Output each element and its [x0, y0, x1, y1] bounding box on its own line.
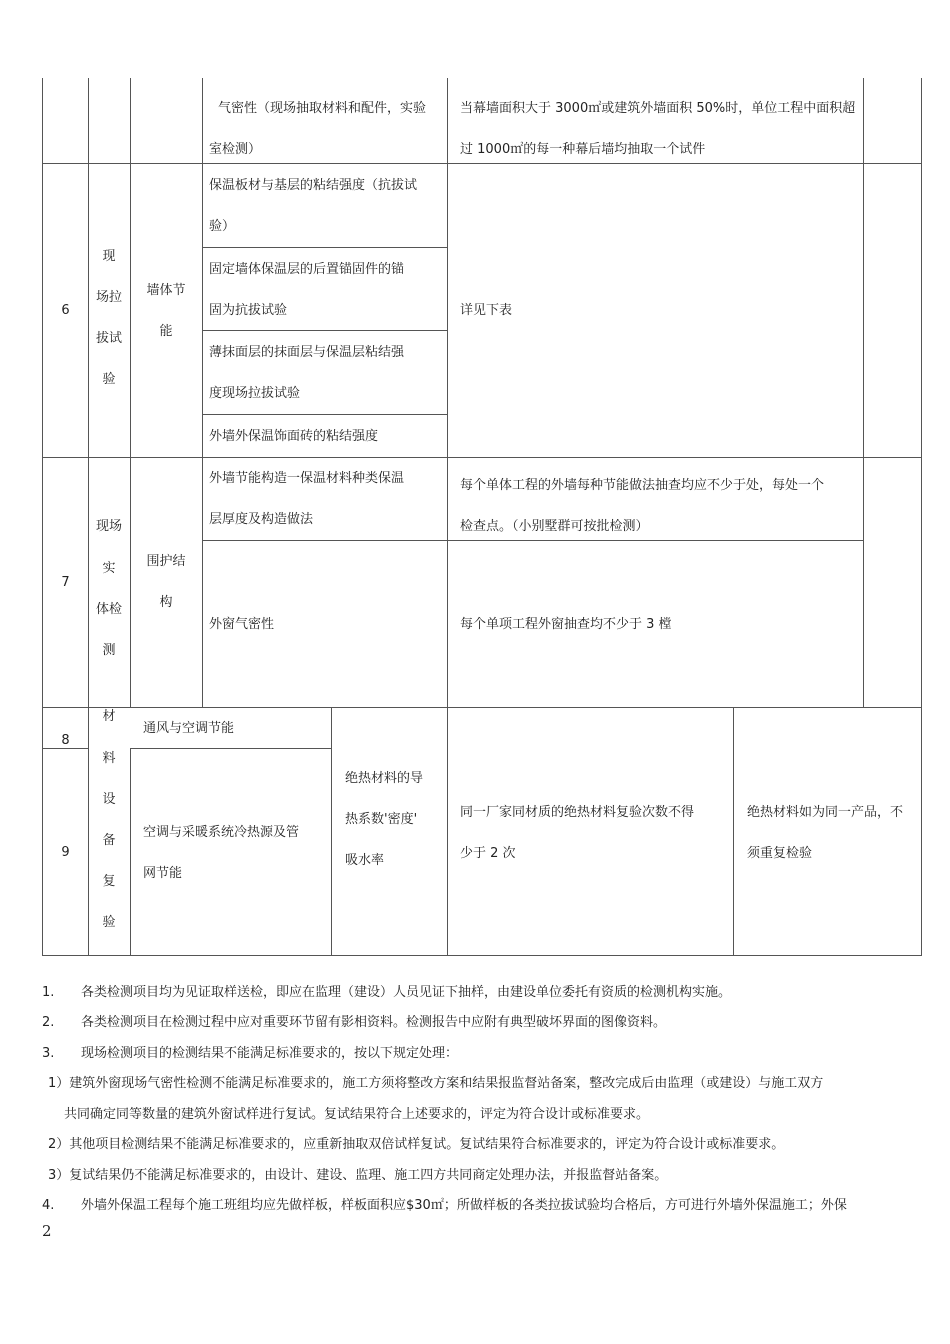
category-text: 验 — [102, 372, 116, 387]
requirement-text: 每个单体工程的外墙每种节能做法抽查均应不少于处，每处一个 — [460, 478, 825, 493]
sub-note-text: 3）复试结果仍不能满足标准要求的，由设计、建设、监理、施工四方共同商定处理办法，并报监督站备案。 — [48, 1168, 668, 1183]
sub-note-text: 1）建筑外窗现场气密性检测不能满足标准要求的，施工方须将整改方案和结果报监督站备案，整改完成后由监理（或建设）与施工双方 — [48, 1076, 824, 1091]
remark-text: 绝热材料如为同一产品，不 — [747, 805, 904, 820]
sub-note-text: 2）其他项目检测结果不能满足标准要求的，应重新抽取双倍试样复试。复试结果符合标准要求的，评定为符合设计或标准要求。 — [48, 1137, 785, 1152]
category-text: 场拉 — [95, 290, 122, 305]
category-text: 现场 — [95, 519, 122, 534]
category-text: 料 — [102, 751, 116, 766]
page-number: 2 — [42, 1222, 52, 1240]
requirement-text: 少于 2 次 — [460, 846, 516, 861]
category-text: 测 — [102, 643, 116, 658]
category-text: 体检 — [95, 602, 122, 617]
item-text: 空调与采暖系统冷热源及管 — [143, 825, 300, 840]
category-text: 拔试 — [95, 331, 122, 346]
remark-text: 须重复检验 — [747, 846, 813, 861]
note-number: 3. — [42, 1046, 55, 1061]
note-number: 4. — [42, 1198, 55, 1213]
note-text: 现场检测项目的检测结果不能满足标准要求的，按以下规定处理： — [81, 1046, 459, 1061]
row-number: 7 — [61, 575, 70, 590]
category-text: 现 — [102, 249, 116, 264]
item-text: 固为抗拔试验 — [209, 303, 288, 318]
subcategory-text: 墙体节 — [146, 283, 186, 298]
requirement-text: 检查点。（小别墅群可按批检测） — [460, 519, 649, 534]
requirement-text: 过 1000㎡的每一种幕后墙均抽取一个试件 — [460, 142, 706, 157]
category-text: 设 — [102, 792, 116, 807]
category-text: 验 — [102, 915, 116, 930]
item-text: 室检测） — [209, 142, 262, 157]
item-text: 验） — [209, 219, 236, 234]
note-text: 外墙外保温工程每个施工班组均应先做样板，样板面积应$30㎡；所做样板的各类拉拔试验均合格后，方可进行外墙外保温施工；外保 — [81, 1198, 847, 1213]
parameter-text: 绝热材料的导 — [345, 771, 424, 786]
parameter-text: 热系数'密度' — [345, 812, 418, 827]
note-number: 1. — [42, 985, 55, 1000]
note-text: 各类检测项目均为见证取样送检，即应在监理（建设）人员见证下抽样，由建设单位委托有资质的检测机构实施。 — [81, 985, 732, 1000]
item-text: 外墙节能构造一保温材料种类保温 — [209, 471, 405, 486]
item-text: 外窗气密性 — [209, 617, 275, 632]
item-text: 通风与空调节能 — [143, 721, 235, 736]
category-text: 备 — [102, 833, 116, 848]
category-text: 实 — [102, 561, 116, 576]
category-text: 材 — [102, 709, 116, 724]
item-text: 层厚度及构造做法 — [209, 512, 314, 527]
note-number: 2. — [42, 1015, 55, 1030]
sub-note-text: 共同确定同等数量的建筑外窗试样进行复试。复试结果符合上述要求的，评定为符合设计或标准要求。 — [64, 1107, 650, 1122]
item-text: 气密性（现场抽取材料和配件，实验 — [218, 101, 427, 116]
category-text: 复 — [102, 874, 116, 889]
row-number: 8 — [61, 733, 70, 748]
row-number: 9 — [61, 845, 70, 860]
item-text: 保温板材与基层的粘结强度（抗拔试 — [209, 178, 418, 193]
subcategory-text: 围护结 — [146, 554, 186, 569]
requirement-text: 同一厂家同材质的绝热材料复验次数不得 — [460, 805, 695, 820]
parameter-text: 吸水率 — [345, 853, 385, 868]
item-text: 网节能 — [143, 866, 183, 881]
subcategory-text: 能 — [159, 324, 173, 339]
row-number: 6 — [61, 303, 70, 318]
requirement-text: 当幕墙面积大于 3000㎡或建筑外墙面积 50%时，单位工程中面积超 — [460, 101, 856, 116]
requirement-text: 每个单项工程外窗抽查均不少于 3 樘 — [460, 617, 672, 632]
item-text: 外墙外保温饰面砖的粘结强度 — [209, 429, 379, 444]
subcategory-text: 构 — [159, 595, 173, 610]
requirement-text: 详见下表 — [460, 303, 513, 318]
item-text: 固定墙体保温层的后置锚固件的锚 — [209, 262, 405, 277]
item-text: 薄抹面层的抹面层与保温层粘结强 — [209, 345, 405, 360]
note-text: 各类检测项目在检测过程中应对重要环节留有影相资料。检测报告中应附有典型破坏界面的图像资料。 — [81, 1015, 667, 1030]
item-text: 度现场拉拔试验 — [209, 386, 301, 401]
